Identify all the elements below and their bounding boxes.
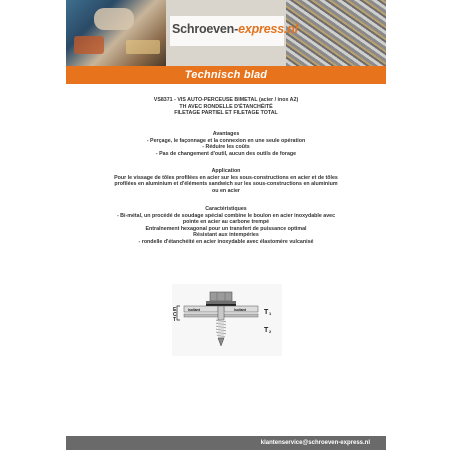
application-line: Pour le vissage de tôles profilées en acier sur les sous-constructions en acier et de tôles — [114, 174, 338, 181]
hex-head-shape — [210, 292, 232, 301]
feature-item: Résistant aux intempéries — [193, 232, 259, 239]
advantage-item: - Réduire les coûts — [202, 144, 250, 151]
page-footer — [66, 436, 386, 450]
logo-accent-text: express.nl — [238, 22, 298, 36]
t2-subscript: 2 — [269, 329, 272, 334]
product-line: FILETAGE PARTIEL ET FILETAGE TOTAL — [174, 110, 278, 117]
screw-diagram — [172, 284, 282, 356]
t1-subscript: 1 — [269, 311, 272, 316]
product-line: VS8371 - VIS AUTO-PERCEUSE BIMETAL (acier / inox A2) — [153, 97, 299, 103]
tag-left: Isoliant — [188, 308, 200, 312]
features-section — [66, 206, 386, 246]
document-page — [66, 0, 386, 452]
logo-main-text: Schroeven- — [172, 22, 239, 36]
page-header — [66, 0, 386, 66]
brand-logo — [172, 22, 298, 36]
ect-label-e: E — [173, 307, 177, 313]
ect-label-c: C — [173, 312, 177, 318]
footer-email[interactable]: klantenservice@schroeven-express.nl — [260, 440, 370, 446]
ect-label-t: T — [173, 317, 177, 323]
advantage-item: - Pas de changement d'outil, aucun des outils de forage — [155, 150, 297, 157]
advantages-section — [66, 131, 386, 157]
advantages-heading: Avantages — [212, 131, 240, 137]
product-line: TH AVEC RONDELLE D'ÉTANCHÉITÉ — [179, 103, 273, 110]
washer-shape — [206, 301, 236, 304]
title-bar — [66, 66, 386, 84]
t1-label: T — [264, 309, 269, 316]
tag-right: Isoliant — [234, 308, 246, 312]
application-heading: Application — [211, 168, 241, 174]
header-photo-tools — [66, 0, 166, 66]
product-title-block — [66, 97, 386, 117]
advantage-item: - Perçage, le façonnage et la connexion en une seule opération — [146, 137, 306, 144]
t2-label: T — [264, 327, 269, 334]
header-photo-screws — [286, 0, 386, 66]
application-line: ou en acier — [212, 187, 240, 194]
feature-item: pointe en acier au carbone trempé — [182, 219, 270, 226]
features-heading: Caractéristiques — [205, 206, 247, 212]
feature-item: - Bi-métal, un procédé de soudage spécial combine le boulon en acier inoxydable avec — [116, 212, 336, 219]
application-line: profilées en aluminium et d'éléments sandwich sur les sous-constructions en aluminium — [114, 181, 338, 188]
application-section — [66, 168, 386, 194]
page-title: Technisch blad — [184, 69, 268, 81]
feature-item: Entraînement hexagonal pour un transfert de puissance optimal — [145, 225, 307, 232]
feature-item: - rondelle d'étanchéité en acier inoxydable avec élastomère vulcanisé — [138, 238, 314, 245]
